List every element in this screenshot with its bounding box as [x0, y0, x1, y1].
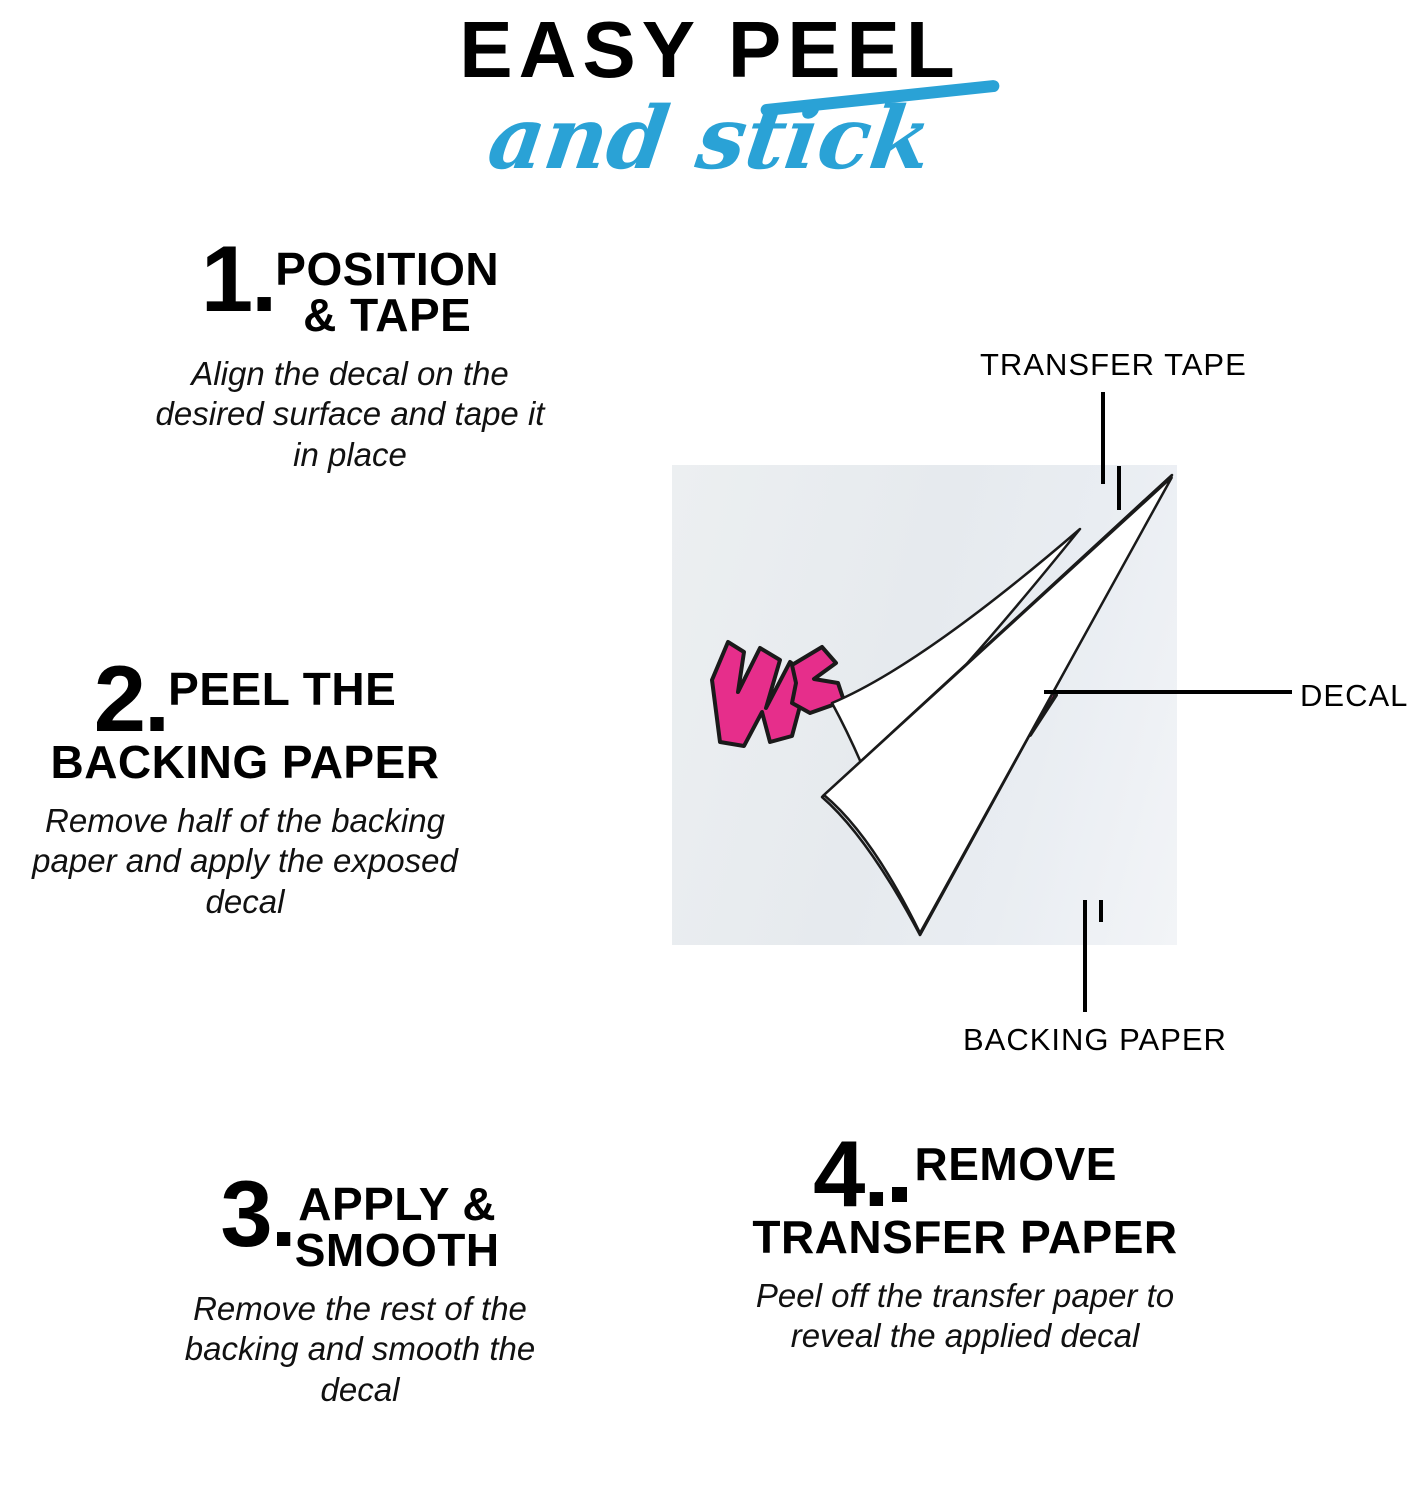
step-3-body: Remove the rest of the backing and smooth the decal [184, 1290, 536, 1408]
step-1-title-line1: POSITION [275, 243, 500, 295]
step-3-number: 3. [220, 1161, 295, 1266]
step-3-heading [150, 1161, 570, 1276]
step-3-title-line2: SMOOTH [294, 1224, 500, 1276]
leader-line-transfer-tape [1101, 392, 1105, 484]
step-1 [140, 226, 560, 475]
step-1-title-line2: & TAPE [303, 289, 472, 341]
decal-illustration [672, 465, 1177, 945]
page-title-script: and stick [482, 88, 938, 189]
decal-art-left [712, 642, 844, 746]
label-transfer-tape: TRANSFER TAPE [980, 347, 1247, 382]
step-4-heading [715, 1121, 1215, 1226]
step-4-title-line1: REMOVE [914, 1138, 1117, 1190]
step-2-title-line1: PEEL THE [168, 663, 397, 715]
label-decal: DECAL [1300, 678, 1409, 713]
step-2-title-line2: BACKING PAPER [50, 736, 440, 789]
leader-line-backing-paper-secondary [1099, 900, 1103, 922]
step-1-body: Align the decal on the desired surface and tape it in place [155, 355, 545, 473]
step-2-heading [10, 646, 480, 751]
step-1-heading [140, 226, 560, 341]
step-2 [10, 646, 480, 922]
leader-line-transfer-tape-secondary [1117, 466, 1121, 510]
page-title-main: EASY PEEL [459, 5, 961, 94]
decal-peel-diagram [672, 465, 1177, 945]
leader-line-backing-paper [1083, 900, 1087, 1012]
label-backing-paper: BACKING PAPER [963, 1022, 1227, 1057]
step-3 [150, 1161, 570, 1410]
step-4-number-dot [892, 1187, 907, 1202]
step-2-body: Remove half of the backing paper and apply the exposed decal [32, 802, 458, 920]
step-2-number: 2. [93, 646, 169, 751]
step-4-number: 4. [813, 1121, 888, 1226]
header [0, 0, 1420, 215]
step-4-title-line2: TRANSFER PAPER [752, 1211, 1178, 1264]
step-4-body: Peel off the transfer paper to reveal the applied decal [755, 1277, 1175, 1355]
step-4 [715, 1121, 1215, 1357]
step-3-title [294, 1175, 500, 1276]
leader-line-decal [1044, 690, 1292, 694]
step-3-title-line1: APPLY & [298, 1178, 497, 1230]
step-1-number: 1. [200, 226, 276, 331]
step-1-title [275, 240, 500, 341]
